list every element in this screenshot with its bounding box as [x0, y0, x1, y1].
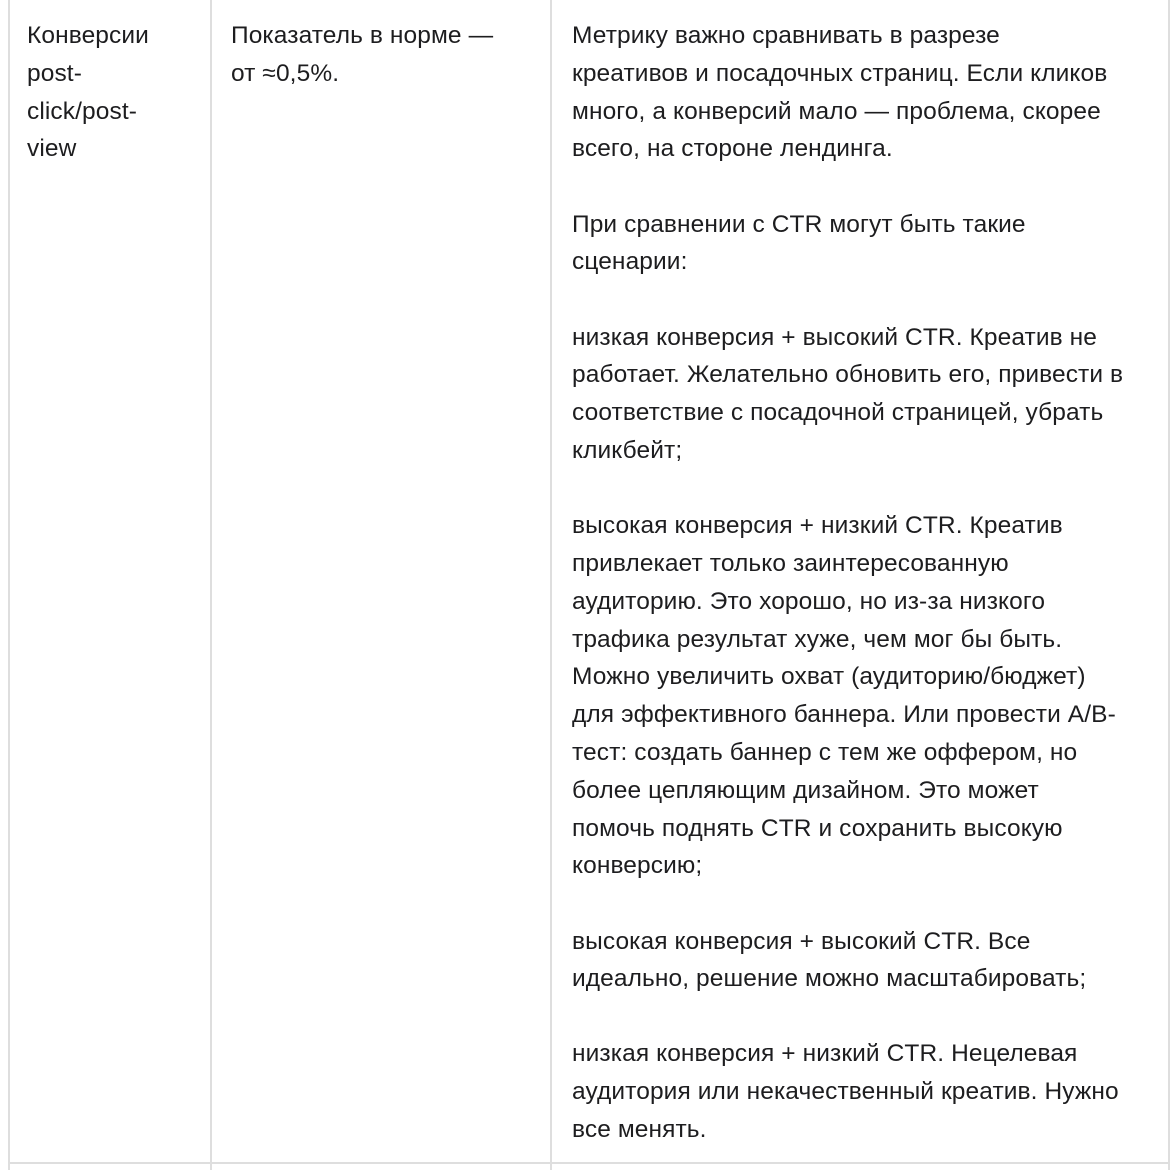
description-line: привлекает только заинтересованную — [572, 549, 1009, 577]
description-line: для эффективного баннера. Или провести A/B- — [572, 701, 1116, 729]
metric-line: Конверсии — [27, 22, 149, 49]
description-cell — [572, 17, 1162, 1149]
column-divider-2 — [550, 0, 552, 1170]
description-paragraph — [572, 17, 1162, 168]
description-paragraph — [572, 319, 1162, 470]
description-line: высокая конверсия + высокий CTR. Все — [572, 927, 1031, 955]
description-paragraph — [572, 923, 1162, 999]
description-line: тест: создать баннер с тем же оффером, но — [572, 738, 1078, 766]
description-line: сценарии: — [572, 248, 688, 276]
description-line: трафика результат хуже, чем мог бы быть. — [572, 625, 1063, 653]
description-line: более цепляющим дизайном. Это может — [572, 776, 1039, 804]
description-line: аудитория или некачественный креатив. Нужно — [572, 1078, 1119, 1106]
description-line: кликбейт; — [572, 436, 683, 464]
description-line: креативов и посадочных страниц. Если кликов — [572, 59, 1108, 87]
description-line: помочь поднять CTR и сохранить высокую — [572, 814, 1063, 842]
description-line: низкая конверсия + низкий CTR. Нецелевая — [572, 1040, 1078, 1068]
norm-cell — [231, 17, 531, 93]
norm-line: Показатель в норме — — [231, 22, 494, 49]
metric-line: post- — [27, 59, 82, 87]
description-line: все менять. — [572, 1116, 707, 1144]
description-line: соответствие с посадочной страницей, убрать — [572, 399, 1104, 427]
description-line: При сравнении с CTR могут быть такие — [572, 210, 1026, 238]
norm-line: от ≈0,5%. — [231, 59, 340, 87]
description-line: низкая конверсия + высокий CTR. Креатив не — [572, 323, 1098, 351]
description-paragraph — [572, 206, 1162, 282]
metric-line: click/post- — [27, 97, 138, 125]
description-line: высокая конверсия + низкий CTR. Креатив — [572, 512, 1063, 540]
description-paragraph — [572, 507, 1162, 885]
metric-name-cell — [27, 17, 177, 168]
description-line: конверсию; — [572, 852, 703, 880]
description-line: Можно увеличить охват (аудиторию/бюджет) — [572, 663, 1086, 691]
column-divider-1 — [210, 0, 212, 1170]
table-border-left — [8, 0, 10, 1170]
description-line: идеально, решение можно масштабировать; — [572, 965, 1087, 993]
description-line: работает. Желательно обновить его, привести в — [572, 361, 1124, 389]
description-line: всего, на стороне лендинга. — [572, 135, 893, 163]
description-line: Метрику важно сравнивать в разрезе — [572, 22, 1000, 49]
description-paragraph — [572, 1035, 1162, 1148]
metric-line: view — [27, 135, 77, 163]
description-line: много, а конверсий мало — проблема, скорее — [572, 97, 1101, 125]
row-divider — [8, 1162, 1170, 1164]
metrics-table — [8, 0, 1170, 1170]
table-border-right — [1168, 0, 1170, 1170]
description-line: аудиторию. Это хорошо, но из-за низкого — [572, 587, 1046, 615]
